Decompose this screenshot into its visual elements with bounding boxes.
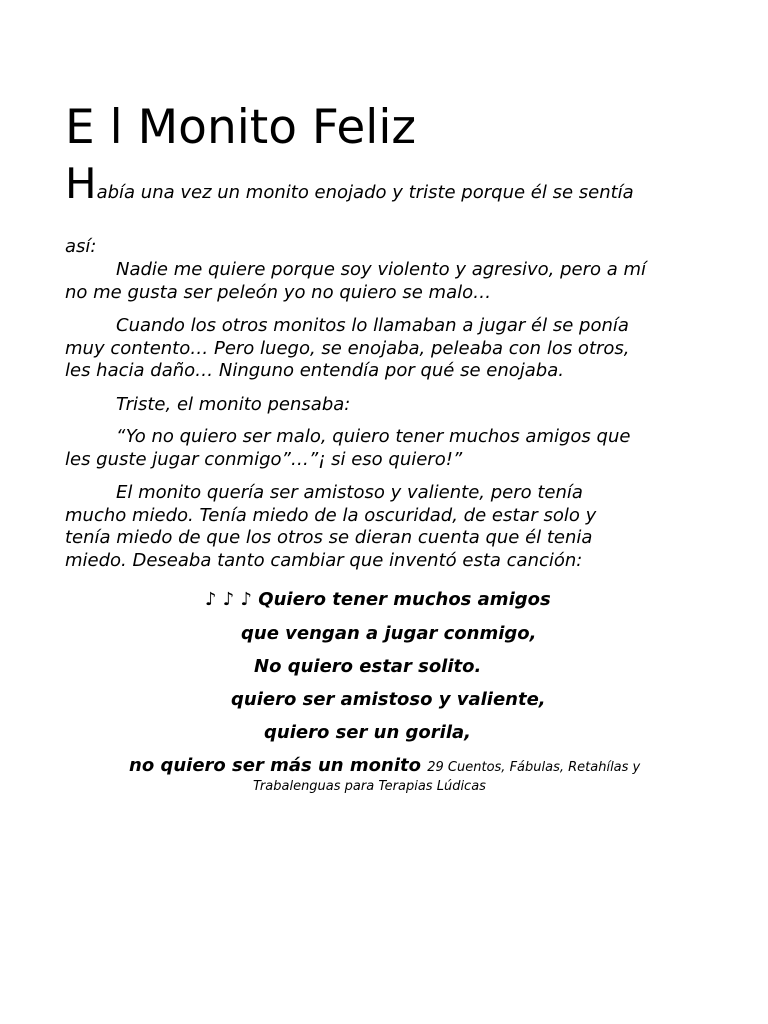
song-line-5: quiero ser un gorila, xyxy=(264,722,471,743)
song-line-3: No quiero estar solito. xyxy=(254,656,482,677)
paragraph-line: muy contento… Pero luego, se enojaba, peleaba con los otros, xyxy=(65,337,630,359)
song-text: no quiero ser más un monito xyxy=(129,755,421,776)
song-line-6 xyxy=(129,755,640,779)
intro-text: abía una vez un monito enojado y triste porque él se sentía xyxy=(96,182,634,203)
song-line-4: quiero ser amistoso y valiente, xyxy=(231,689,546,710)
music-notes-icon: ♪ ♪ ♪ xyxy=(205,589,252,610)
paragraph-line: Nadie me quiere porque soy violento y agresivo, pero a mí xyxy=(116,259,647,280)
paragraph-line: Cuando los otros monitos lo llamaban a jugar él se ponía xyxy=(116,315,629,336)
drop-cap: H xyxy=(65,159,97,208)
paragraph-1 xyxy=(65,259,705,304)
paragraph-line: mucho miedo. Tenía miedo de la oscuridad, de estar solo y xyxy=(65,504,597,526)
paragraph-line: miedo. Deseaba tanto cambiar que inventó esta canción: xyxy=(65,549,583,571)
paragraph-line: Triste, el monito pensaba: xyxy=(116,394,351,415)
citation-part-2: Trabalenguas para Terapias Lúdicas xyxy=(253,779,486,794)
intro-paragraph xyxy=(65,160,634,208)
song-line-2: que vengan a jugar conmigo, xyxy=(241,623,537,644)
citation-part-1: 29 Cuentos, Fábulas, Retahílas y xyxy=(427,760,641,775)
paragraph-asi: así: xyxy=(65,236,97,257)
paragraph-4 xyxy=(65,426,705,471)
paragraph-line: “Yo no quiero ser malo, quiero tener muchos amigos que xyxy=(116,426,631,447)
song-text: Quiero tener muchos amigos xyxy=(258,589,551,610)
paragraph-line: El monito quería ser amistoso y valiente, pero tenía xyxy=(116,482,583,503)
page-title: E l Monito Feliz xyxy=(65,100,417,155)
paragraph-2 xyxy=(65,315,705,383)
paragraph-line: no me gusta ser peleón yo no quiero se malo… xyxy=(65,281,492,303)
song-line-1 xyxy=(205,589,551,611)
paragraph-line: les hacia daño… Ninguno entendía por qué se enojaba. xyxy=(65,360,564,381)
paragraph-line: les guste jugar conmigo”…”¡ si eso quiero!” xyxy=(65,448,463,470)
paragraph-3 xyxy=(65,394,705,417)
paragraph-line: tenía miedo de que los otros se dieran cuenta que él tenia xyxy=(65,527,593,548)
paragraph-5 xyxy=(65,482,705,572)
